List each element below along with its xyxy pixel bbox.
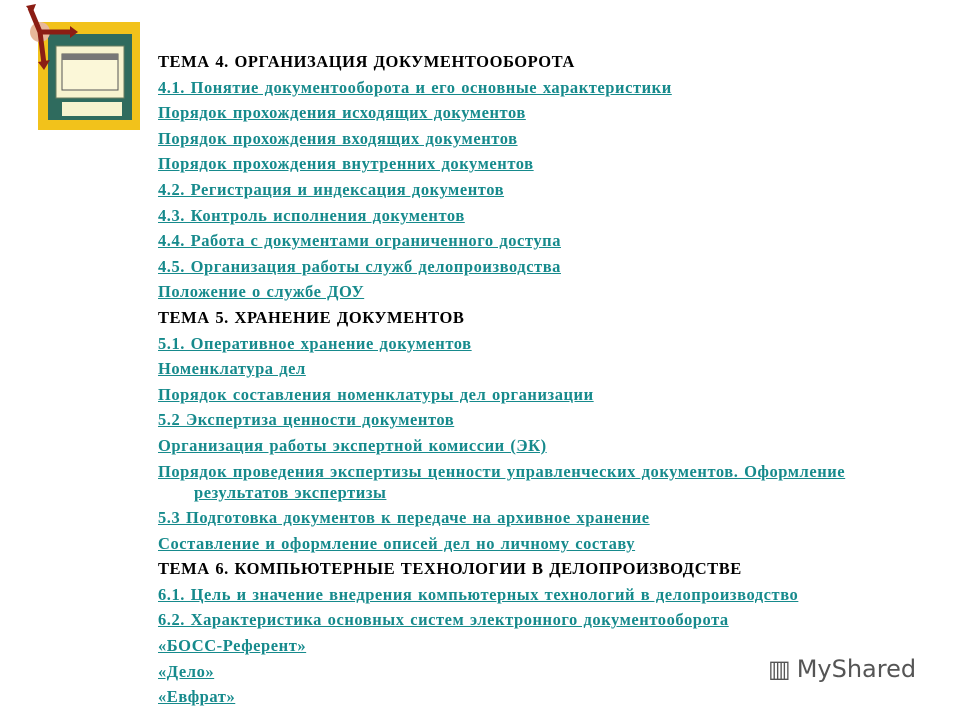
topic-link[interactable]: Организация работы экспертной комиссии (ЭК) [158,435,547,455]
topic-link[interactable]: 4.3. Контроль исполнения документов [158,205,465,225]
topic-link[interactable]: Порядок прохождения входящих документов [158,128,518,148]
topic-link[interactable]: Порядок составления номенклатуры дел организации [158,384,594,404]
topic-link[interactable]: 4.4. Работа с документами ограниченного доступа [158,231,561,251]
section-heading: ТЕМА 6. КОМПЬЮТЕРНЫЕ ТЕХНОЛОГИИ В ДЕЛОПРОИЗВОДСТВЕ [158,559,742,579]
topic-link[interactable]: 4.5. Организация работы служб делопроизводства [158,256,561,276]
topic-link[interactable]: Порядок прохождения внутренних документов [158,154,534,174]
topic-link[interactable]: Составление и оформление описей дел но личному составу [158,533,636,553]
topic-link[interactable]: Порядок проведения экспертизы ценности управленческих документов. Оформление результатов экспертизы [158,461,846,502]
topic-link[interactable]: 5.3 Подготовка документов к передаче на архивное хранение [158,508,650,528]
myshared-watermark: ▥ MyShared [768,655,917,683]
presentation-icon: ▥ [768,655,791,683]
section-heading: ТЕМА 5. ХРАНЕНИЕ ДОКУМЕНТОВ [158,307,465,327]
topic-link[interactable]: 5.2 Экспертиза ценности документов [158,410,455,430]
contents-list [158,51,938,712]
topic-link[interactable]: «БОСС-Референт» [158,636,307,656]
topic-link[interactable]: 6.2. Характеристика основных систем электронного документооборота [158,610,729,630]
section-heading: ТЕМА 4. ОРГАНИЗАЦИЯ ДОКУМЕНТООБОРОТА [158,52,575,71]
topic-link[interactable]: 4.2. Регистрация и индексация документов [158,179,505,199]
computer-logo-icon [26,2,146,132]
topic-link[interactable]: «Дело» [158,661,215,681]
topic-link[interactable]: 6.1. Цель и значение внедрения компьютерных технологий в делопроизводство [158,584,799,604]
topic-link[interactable]: 4.1. Понятие документооборота и его основные характеристики [158,77,672,97]
topic-link[interactable]: Порядок прохождения исходящих документов [158,103,526,123]
topic-link[interactable]: Номенклатура дел [158,359,306,379]
topic-link[interactable]: Положение о службе ДОУ [158,282,365,302]
topic-link[interactable]: 5.1. Оперативное хранение документов [158,333,472,353]
topic-link[interactable]: «Евфрат» [158,687,236,707]
